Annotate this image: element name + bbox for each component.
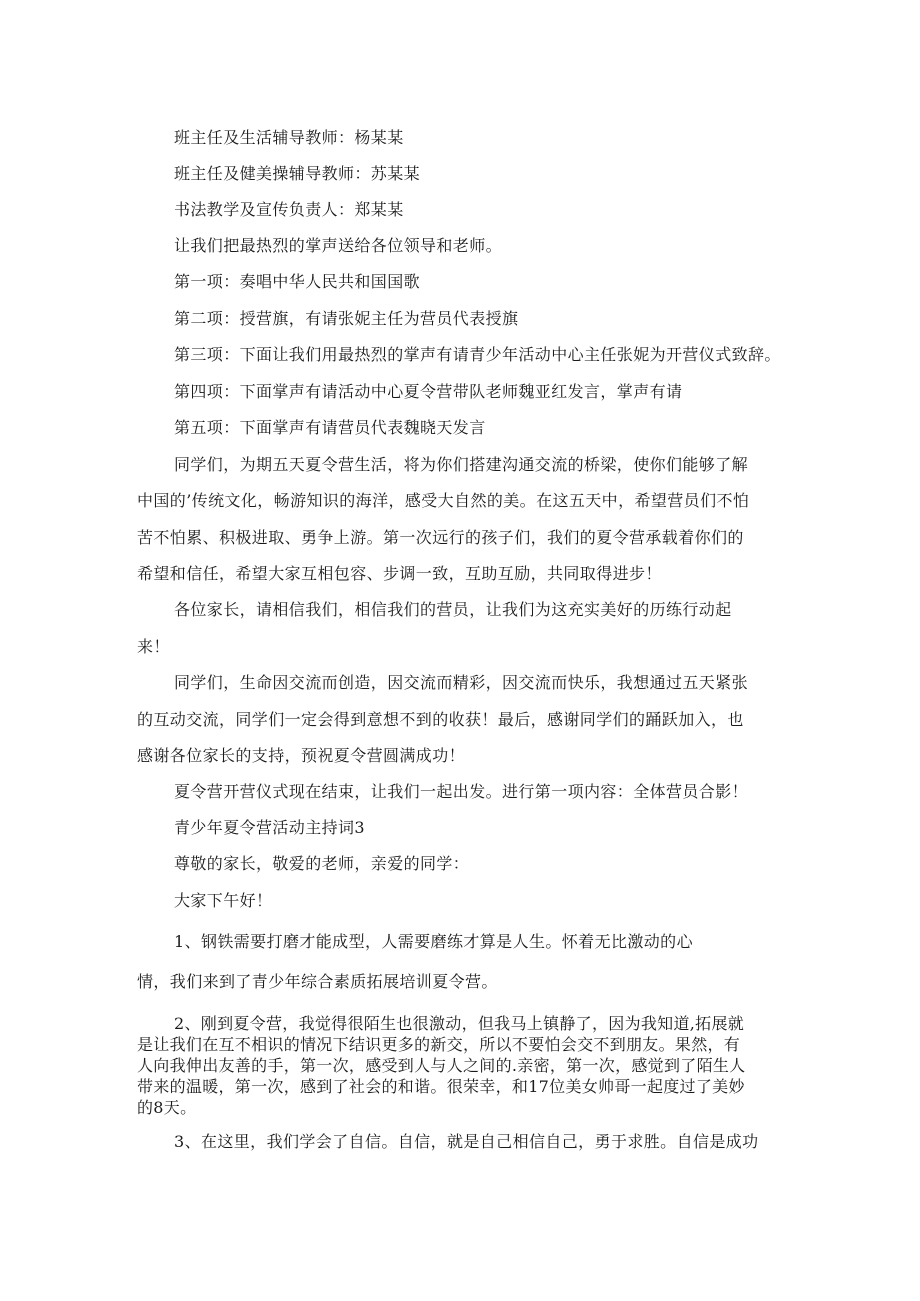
text-line: 带来的温暖，第一次，感到了社会的和谐。很荣幸，和17位美女帅哥一起度过了美妙 bbox=[137, 1077, 745, 1096]
text-line: 各位家长，请相信我们，相信我们的营员，让我们为这充实美好的历练行动起 bbox=[174, 600, 732, 619]
paragraph-2 bbox=[137, 1013, 746, 1118]
text-line: 来！ bbox=[137, 637, 170, 656]
text-line: 同学们，生命因交流而创造，因交流而精彩，因交流而快乐，我想通过五天紧张 bbox=[174, 673, 749, 692]
text-line: 2、刚到夏令营，我觉得很陌生也很激动，但我马上镇静了，因为我知道,拓展就 bbox=[174, 1014, 745, 1033]
text-line: 第二项：授营旗，有请张妮主任为营员代表授旗 bbox=[174, 309, 519, 328]
text-line: 班主任及生活辅导教师：杨某某 bbox=[174, 128, 404, 147]
text-line: 的8天。 bbox=[137, 1098, 197, 1117]
text-line: 1、钢铁需要打磨才能成型，人需要磨练才算是人生。怀着无比激动的心 bbox=[174, 932, 693, 951]
text-line: 大家下午好！ bbox=[174, 891, 273, 910]
text-line: 感谢各位家长的支持，预祝夏令营圆满成功！ bbox=[137, 746, 466, 765]
text-line: 的互动交流，同学们一定会得到意想不到的收获！最后，感谢同学们的踊跃加入，也 bbox=[137, 710, 744, 729]
text-line: 中国的’传统文化，畅游知识的海洋，感受大自然的美。在这五天中，希望营员们不怕 bbox=[137, 491, 750, 510]
text-line: 让我们把最热烈的掌声送给各位领导和老师。 bbox=[174, 236, 503, 255]
section-title: 青少年夏令营活动主持词3 bbox=[174, 818, 365, 837]
text-line: 夏令营开营仪式现在结束，让我们一起出发。进行第一项内容：全体营员合影！ bbox=[174, 782, 749, 801]
text-line: 希望和信任，希望大家互相包容、步调一致，互助互励，共同取得进步！ bbox=[137, 564, 662, 583]
text-line: 第四项：下面掌声有请活动中心夏令营带队老师魏亚红发言，掌声有请 bbox=[174, 382, 683, 401]
text-line: 是让我们在互不相识的情况下结识更多的新交，所以不要怕会交不到朋友。果然，有 bbox=[137, 1035, 741, 1054]
text-line: 第五项：下面掌声有请营员代表魏晓天发言 bbox=[174, 418, 486, 437]
text-line: 同学们，为期五天夏令营生活，将为你们搭建沟通交流的桥梁，使你们能够了解 bbox=[174, 455, 749, 474]
text-line: 第三项：下面让我们用最热烈的掌声有请青少年活动中心主任张妮为开营仪式致辞。 bbox=[174, 345, 781, 364]
text-line: 尊敬的家长，敬爱的老师，亲爱的同学： bbox=[174, 854, 470, 873]
text-line: 3、在这里，我们学会了自信。自信，就是自己相信自己，勇于求胜。自信是成功 bbox=[174, 1132, 759, 1151]
text-line: 人向我伸出友善的手，第一次，感受到人与人之间的.亲密，第一次，感觉到了陌生人 bbox=[137, 1056, 746, 1075]
text-line: 第一项：奏唱中华人民共和国国歌 bbox=[174, 272, 421, 291]
text-line: 书法教学及宣传负责人：郑某某 bbox=[174, 200, 404, 219]
text-line: 班主任及健美操辅导教师：苏某某 bbox=[174, 164, 421, 183]
text-line: 苦不怕累、积极进取、勇争上游。第一次远行的孩子们，我们的夏令营承载着你们的 bbox=[137, 528, 744, 547]
text-line: 情，我们来到了青少年综合素质拓展培训夏令营。 bbox=[137, 972, 498, 991]
